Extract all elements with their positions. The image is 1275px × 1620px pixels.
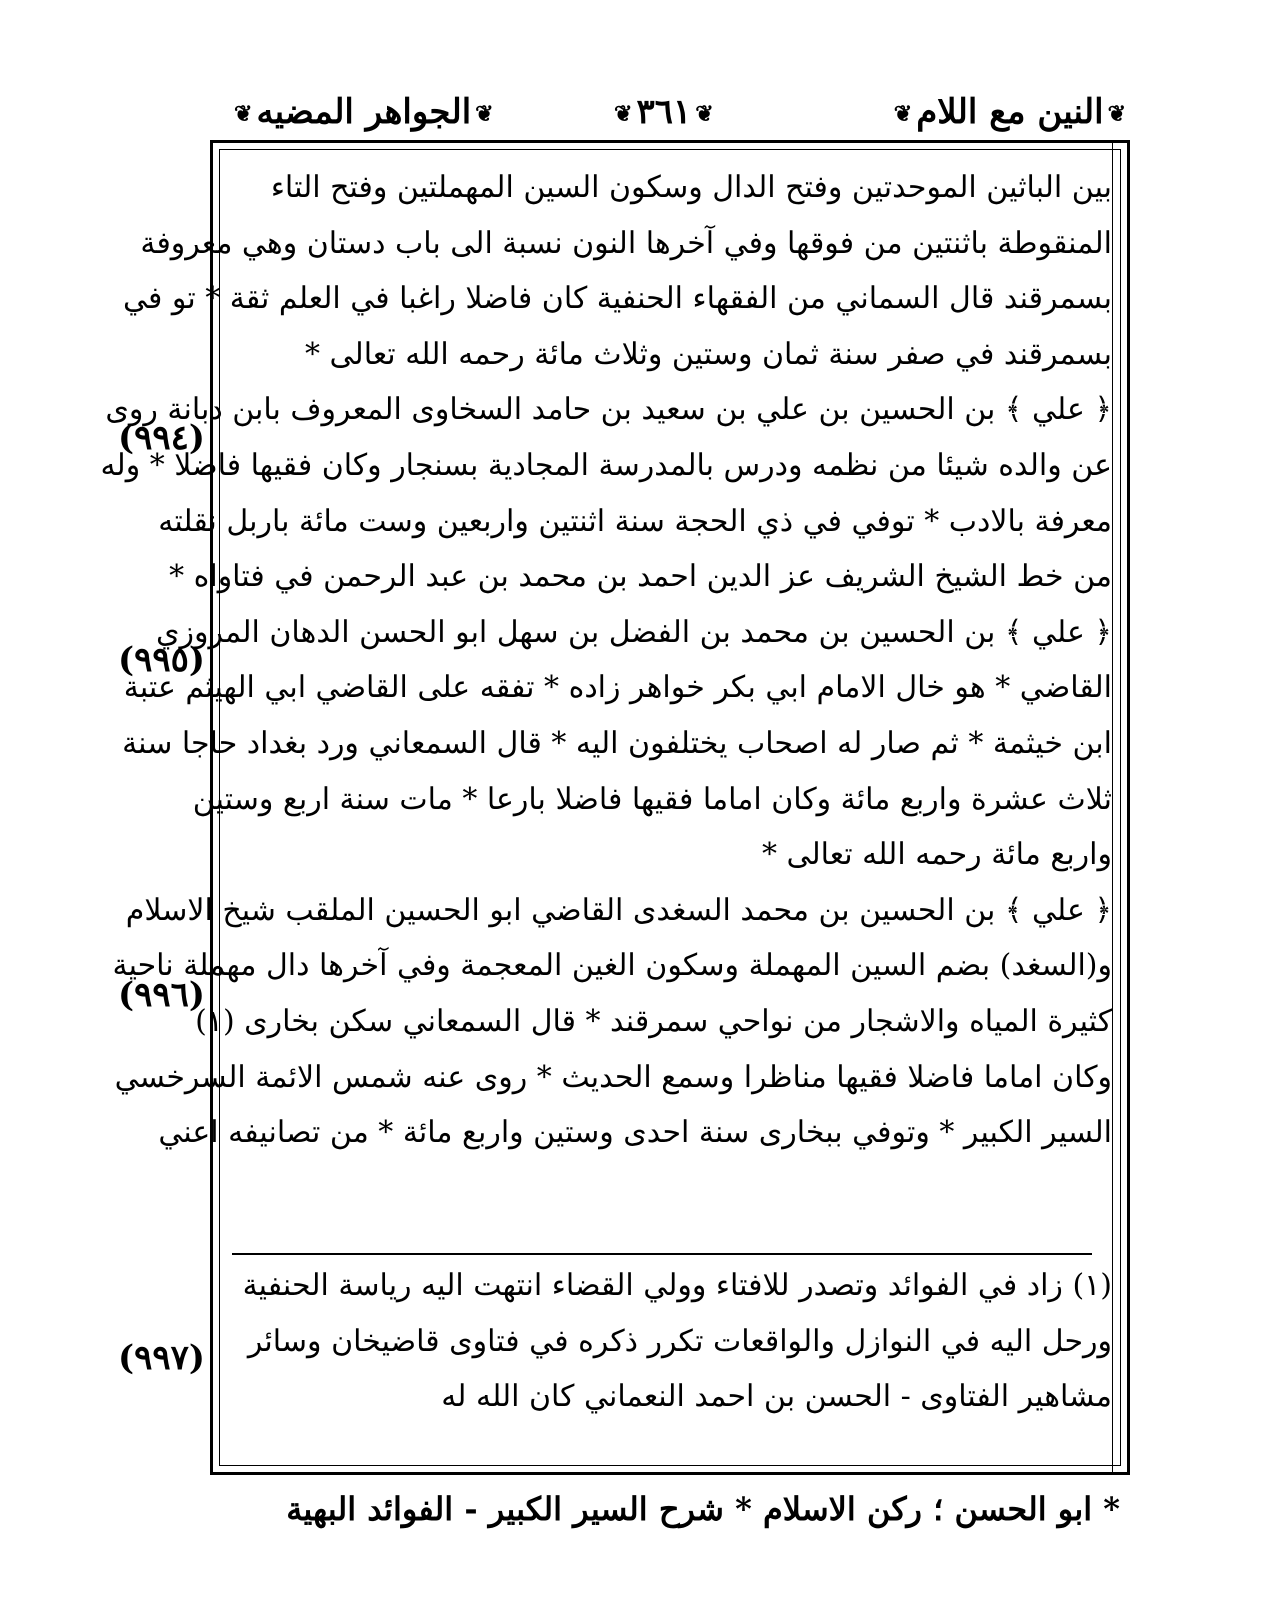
ornament-icon: ❦ [1107,101,1126,127]
body-line: المنقوطة باثنتين من فوقها وفي آخرها النون نسبة الى باب دستان وهي معروفة [140,225,1112,261]
ornament-icon: ❦ [695,101,714,127]
page-number-text: ٣٦١ [636,92,692,132]
entry-line: ﴿ علي ﴾ بن الحسين بن محمد السغدى القاضي ابو الحسين الملقب شيخ الاسلام [125,892,1112,928]
body-line: بسمرقند في صفر سنة ثمان وستين وثلاث مائة رحمه الله تعالى * [305,336,1112,372]
footnote-line: ورحل اليه في النوازل والواقعات تكرر ذكره في فتاوى قاضيخان وسائر [247,1323,1112,1359]
footnote-separator [232,1253,1092,1255]
entry-line: ﴿ علي ﴾ بن الحسين بن محمد بن الفضل بن سهل ابو الحسن الدهان المروزي [155,614,1112,650]
entry-number: (٩٩٥) [118,640,205,680]
book-title [230,92,498,132]
body-line: معرفة بالادب * توفي في ذي الحجة سنة اثنتين واربعين وست مائة باربل نقلته [158,503,1112,539]
section-title [890,92,1130,132]
section-title-text: النين مع اللام [916,92,1104,132]
footnotes [232,1258,1112,1425]
ornament-icon: ❦ [475,101,494,127]
ornament-icon: ❦ [614,101,633,127]
body-line: السير الكبير * وتوفي ببخارى سنة احدى وستين واربع مائة * من تصانيفه اعني [158,1115,1112,1151]
body-line: عن والده شيئا من نظمه ودرس بالمدرسة المجادية بسنجار وكان فقيها فاضلا * وله [100,447,1112,483]
body-line: و(السغد) بضم السين المهملة وسكون الغين المعجمة وفي آخرها دال مهملة ناحية [112,948,1112,984]
body-line: وكان اماما فاضلا فقيها مناظرا وسمع الحديث * روى عنه شمس الائمة السرخسي [114,1059,1112,1095]
footnote-line: (١) زاد في الفوائد وتصدر للافتاء وولي القضاء انتهت اليه رياسة الحنفية [242,1268,1112,1303]
body-line: ثلاث عشرة واربع مائة وكان اماما فقيها فاضلا بارعا * مات سنة اربع وستين [192,781,1112,817]
ornament-icon: ❦ [234,101,253,127]
page-number [610,92,718,132]
footnote-line: مشاهير الفتاوى - الحسن بن احمد النعماني كان الله له [441,1379,1112,1415]
marginal-note: * ابو الحسن ؛ ركن الاسلام * شرح السير الكبير - الفوائد البهية [286,1490,1120,1528]
body-line: القاضي * هو خال الامام ابي بكر خواهر زاده * تفقه على القاضي ابي الهيثم عتبة [123,670,1112,706]
entry-number: (٩٩٦) [118,975,205,1015]
body-line: بين الباثين الموحدتين وفتح الدال وسكون السين المهملتين وفتح التاء [270,170,1112,205]
book-title-text: الجواهر المضيه [256,92,472,132]
body-line: واربع مائة رحمه الله تعالى * [761,837,1112,873]
body-line: من خط الشيخ الشريف عز الدين احمد بن محمد بن عبد الرحمن في فتاواه * [169,559,1112,595]
body-line: ابن خيثمة * ثم صار له اصحاب يختلفون اليه * قال السمعاني ورد بغداد حاجا سنة [122,725,1112,761]
entry-line: ﴿ علي ﴾ بن الحسين بن علي بن سعيد بن حامد السخاوى المعروف بابن دبانة روى [105,392,1112,428]
page-header [230,88,1130,148]
entry-number: (٩٩٤) [118,418,205,458]
body-line: كثيرة المياه والاشجار من نواحي سمرقند * قال السمعاني سكن بخارى (١) [195,1003,1112,1039]
entry-number: (٩٩٧) [118,1338,205,1378]
frame-margin-rule [1112,143,1113,1472]
ornament-icon: ❦ [893,101,913,127]
body-line: بسمرقند قال السماني من الفقهاء الحنفية كان فاضلا راغبا في العلم ثقة * تو في [122,281,1112,317]
